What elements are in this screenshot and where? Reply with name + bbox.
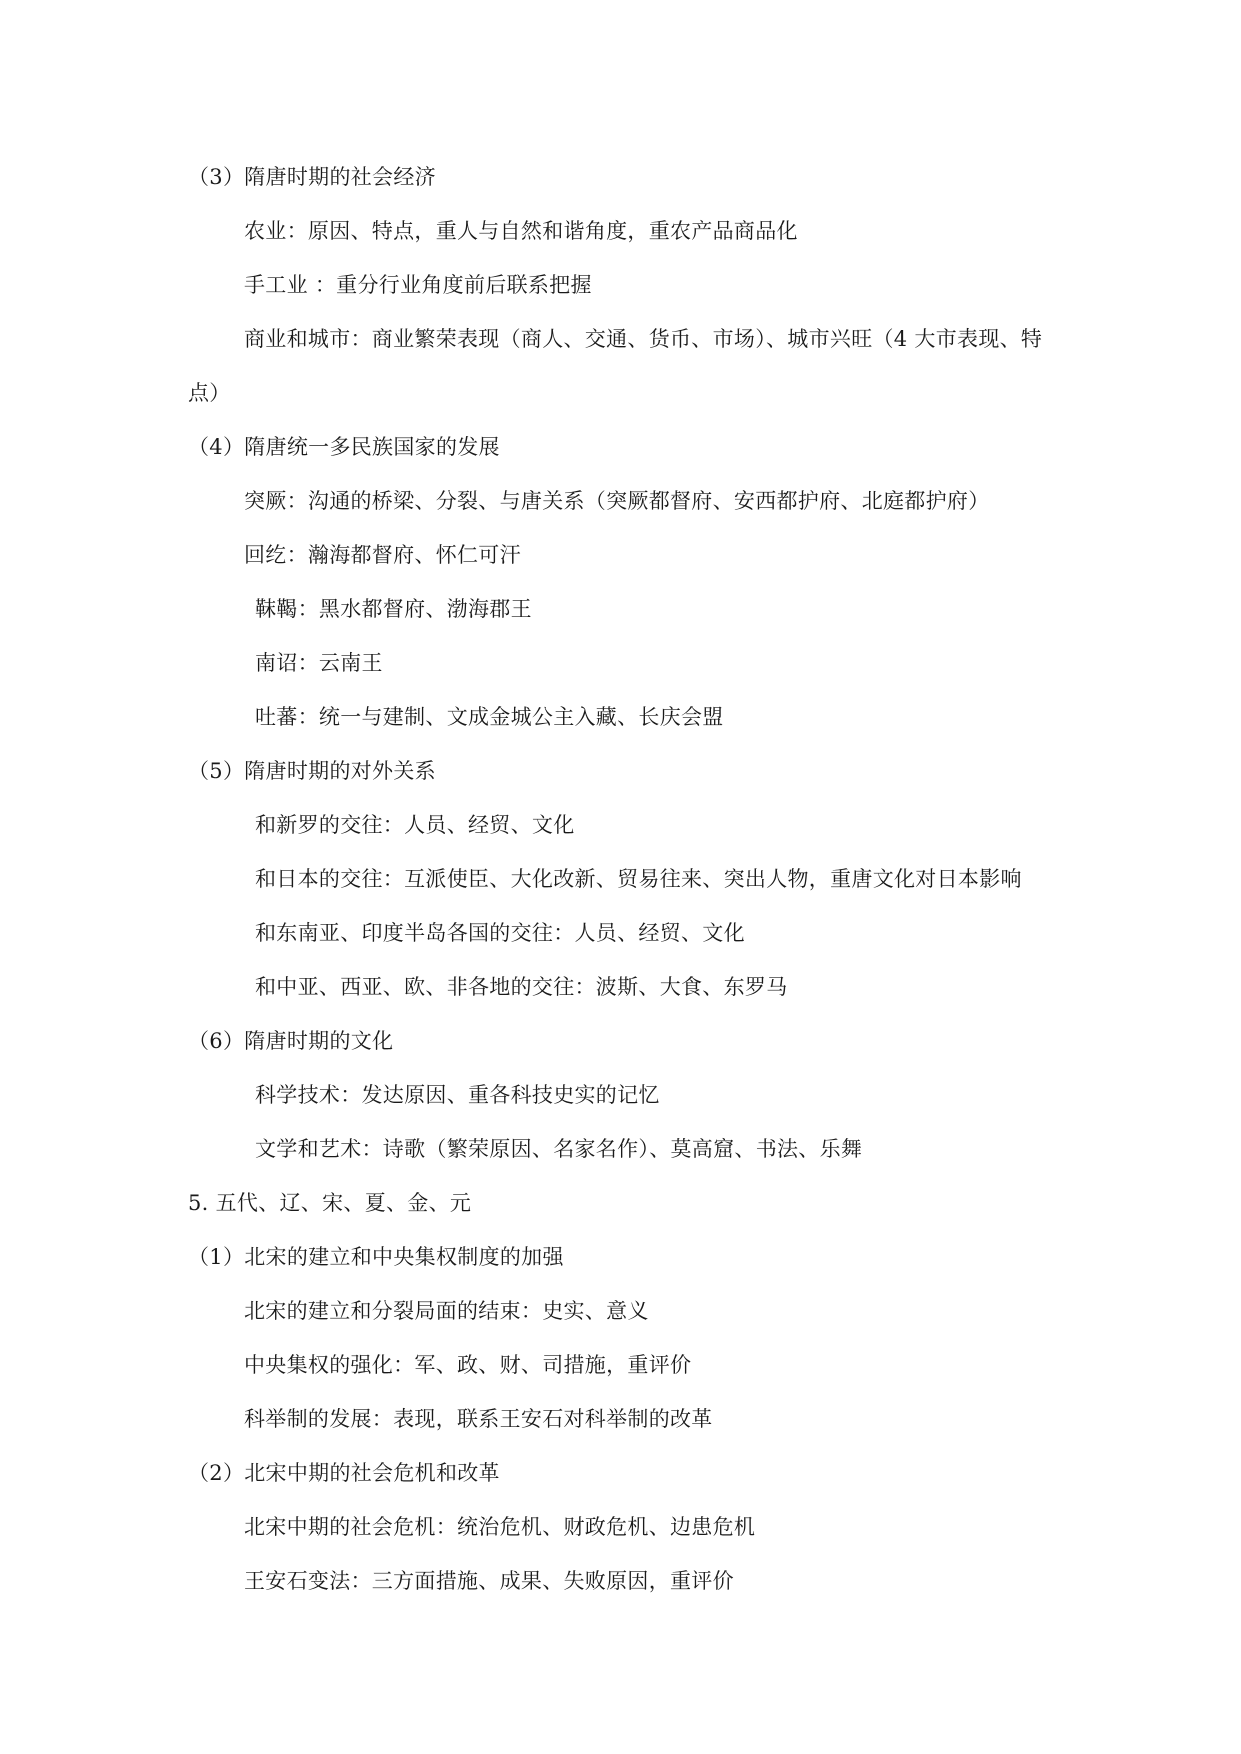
text-handicraft: 手工业 ：重分行业角度前后联系把握 xyxy=(244,273,592,297)
heading-section-5: 5. 五代、辽、宋、夏、金、元 xyxy=(188,1191,472,1215)
heading-culture: （6）隋唐时期的文化 xyxy=(188,1029,394,1053)
text-tubo: 吐蕃：统一与建制、文成金城公主入藏、长庆会盟 xyxy=(255,705,724,729)
text-literature-art: 文学和艺术：诗歌（繁荣原因、名家名作）、莫高窟、书法、乐舞 xyxy=(255,1137,863,1161)
text-wang-anshi-reform: 王安石变法：三方面措施、成果、失败原因，重评价 xyxy=(244,1569,734,1593)
text-silla: 和新罗的交往：人员、经贸、文化 xyxy=(255,813,575,837)
text-southeast-asia: 和东南亚、印度半岛各国的交往：人员、经贸、文化 xyxy=(255,921,745,945)
text-tujue: 突厥：沟通的桥梁、分裂、与唐关系（突厥都督府、安西都护府、北庭都护府） xyxy=(244,489,990,513)
text-commerce-city-cont: 点） xyxy=(188,381,231,405)
text-nanzhao: 南诏：云南王 xyxy=(255,651,383,675)
text-huihe: 回纥：瀚海都督府、怀仁可汗 xyxy=(244,543,521,567)
text-social-crisis: 北宋中期的社会危机：统治危机、财政危机、边患危机 xyxy=(244,1515,756,1539)
text-imperial-exam: 科举制的发展：表现，联系王安石对科举制的改革 xyxy=(244,1407,713,1431)
text-song-founding: 北宋的建立和分裂局面的结束：史实、意义 xyxy=(244,1299,649,1323)
heading-foreign-relations: （5）隋唐时期的对外关系 xyxy=(188,759,436,783)
heading-sui-tang-economy: （3）隋唐时期的社会经济 xyxy=(188,165,436,189)
text-centralization: 中央集权的强化：军、政、财、司措施，重评价 xyxy=(244,1353,692,1377)
text-science: 科学技术：发达原因、重各科技史实的记忆 xyxy=(255,1083,660,1107)
text-commerce-city: 商业和城市：商业繁荣表现（商人、交通、货币、市场）、城市兴旺（4 大市表现、特 xyxy=(244,327,1043,351)
text-mohe: 靺鞨：黑水都督府、渤海郡王 xyxy=(255,597,532,621)
text-central-asia: 和中亚、西亚、欧、非各地的交往：波斯、大食、东罗马 xyxy=(255,975,788,999)
heading-mid-song-crisis: （2）北宋中期的社会危机和改革 xyxy=(188,1461,500,1485)
text-japan: 和日本的交往：互派使臣、大化改新、贸易往来、突出人物，重唐文化对日本影响 xyxy=(255,867,1022,891)
heading-northern-song: （1）北宋的建立和中央集权制度的加强 xyxy=(188,1245,564,1269)
heading-multi-ethnic-state: （4）隋唐统一多民族国家的发展 xyxy=(188,435,500,459)
text-agriculture: 农业：原因、特点，重人与自然和谐角度，重农产品商品化 xyxy=(244,219,798,243)
